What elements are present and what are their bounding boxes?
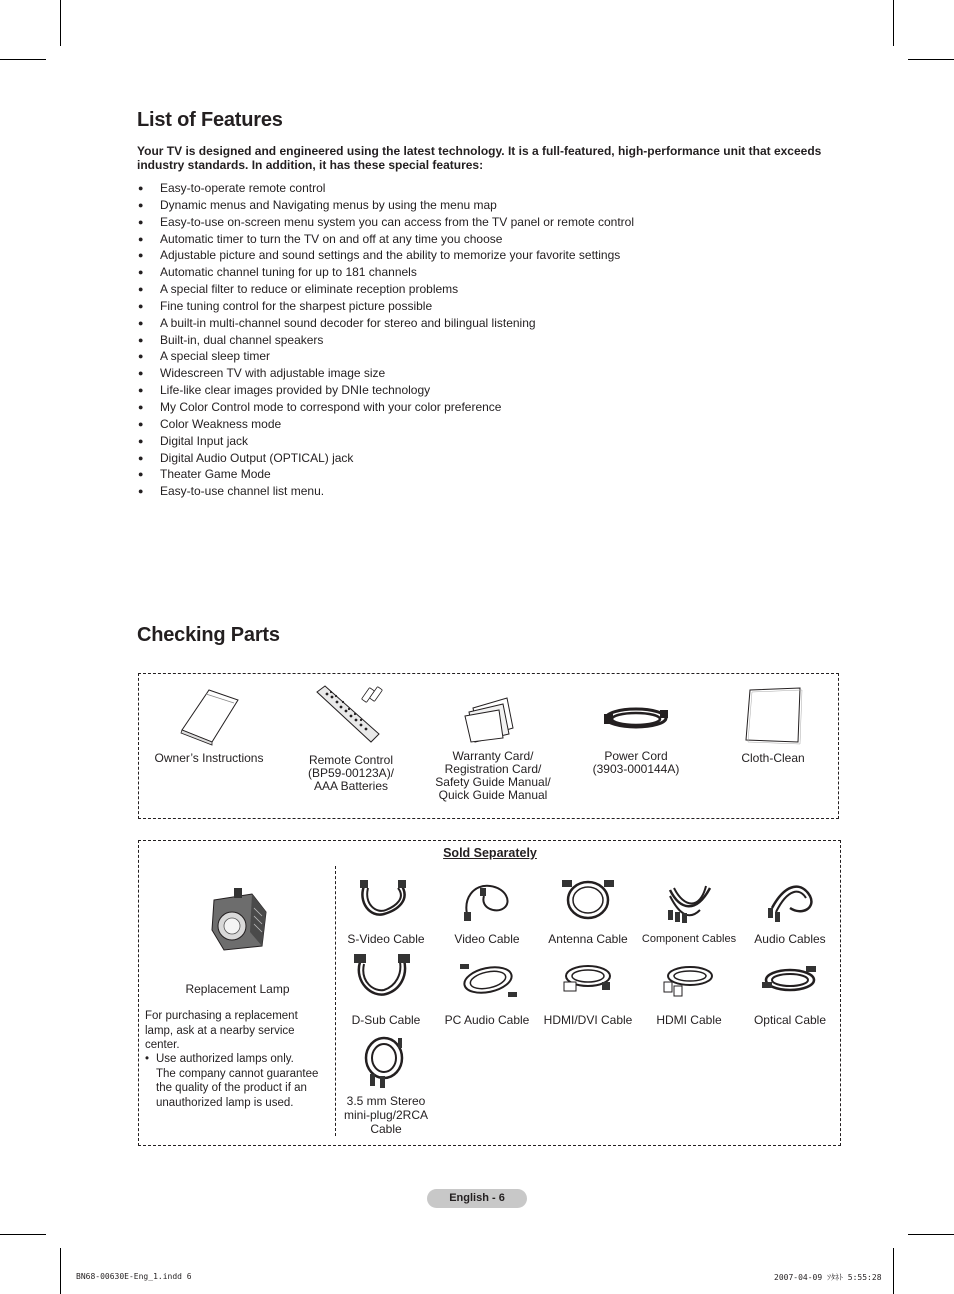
crop-mark — [0, 1234, 46, 1235]
feature-item — [137, 348, 634, 365]
feature-text: Adjustable picture and sound settings and the ability to memorize your favorite settings — [160, 248, 621, 263]
included-item — [144, 686, 274, 765]
item-label: Remote Control (BP59-00123A)/ AAA Batteries — [307, 753, 395, 793]
bullet-icon: ● — [138, 452, 144, 463]
hdmi-dvi-cable-icon — [560, 958, 616, 998]
item-label: Owner’s Instructions — [154, 751, 264, 765]
feature-text: A special filter to reduce or eliminate reception problems — [160, 282, 459, 297]
feature-item — [137, 332, 634, 349]
feature-text: Fine tuning control for the sharpest picture possible — [160, 298, 433, 313]
crop-mark — [893, 0, 894, 46]
crop-mark — [60, 1248, 61, 1294]
bullet-icon: ● — [138, 486, 144, 497]
included-item — [286, 682, 416, 793]
feature-item — [137, 281, 634, 298]
item-label: Cloth-Clean — [741, 751, 805, 765]
feature-item — [137, 315, 634, 332]
feature-item — [137, 197, 634, 214]
bullet-icon: ● — [138, 267, 144, 278]
lamp-label: Replacement Lamp — [185, 982, 290, 996]
item-label: Power Cord (3903-000144A) — [592, 749, 680, 776]
feature-item — [137, 416, 634, 433]
feature-item — [137, 247, 634, 264]
cable-label: HDMI Cable — [656, 1013, 722, 1027]
feature-item — [137, 180, 634, 197]
feature-text: Easy-to-operate remote control — [160, 181, 326, 195]
bullet-icon: ● — [138, 300, 144, 311]
feature-item — [137, 433, 634, 450]
bullet-icon: ● — [138, 385, 144, 396]
feature-item — [137, 466, 634, 483]
feature-text: Digital Input jack — [160, 433, 249, 448]
cable-label: HDMI/DVI Cable — [543, 1013, 633, 1027]
feature-item — [137, 264, 634, 281]
sold-separately-title: Sold Separately — [443, 846, 537, 860]
bullet-icon: ● — [138, 418, 144, 429]
feature-text: A special sleep timer — [160, 349, 271, 364]
feature-item — [137, 231, 634, 248]
crop-mark — [60, 0, 61, 46]
stereo-rca-cable-icon — [360, 1034, 412, 1092]
bullet-icon: ● — [138, 368, 144, 379]
cable-label: S-Video Cable — [347, 932, 425, 946]
bullet-icon: ● — [138, 250, 144, 261]
item-label: Warranty Card/ Registration Card/ Safety Guide Manual/ Quick Guide Manual — [435, 749, 551, 802]
bullet-icon: ● — [138, 351, 144, 362]
print-timestamp: 2007-04-09 ｿﾀﾈﾄ 5:55:28 — [774, 1273, 882, 1282]
cable-label: 3.5 mm Stereo mini-plug/2RCA Cable — [343, 1094, 429, 1136]
video-cable-icon — [460, 878, 516, 922]
component-cables-icon — [660, 880, 716, 924]
feature-text: Easy-to-use channel list menu. — [160, 484, 325, 499]
included-item — [428, 692, 558, 802]
bullet-icon: ● — [138, 183, 144, 193]
cards-icon — [463, 692, 523, 744]
crop-mark — [893, 1248, 894, 1294]
feature-text: Theater Game Mode — [160, 467, 271, 482]
crop-mark — [908, 59, 954, 60]
feature-text: A built-in multi-channel sound decoder for stereo and bilingual listening — [160, 315, 536, 330]
bullet-icon: ● — [138, 216, 144, 227]
included-item — [571, 696, 701, 776]
feature-text: Built-in, dual channel speakers — [160, 332, 324, 347]
manual-icon — [176, 686, 242, 746]
bullet-icon: ● — [138, 233, 144, 244]
cable-label: PC Audio Cable — [444, 1013, 530, 1027]
pc-audio-cable-icon — [458, 958, 518, 1002]
d-sub-cable-icon — [352, 952, 412, 1000]
bullet-icon: ● — [138, 199, 144, 210]
feature-item — [137, 298, 634, 315]
cable-label: Video Cable — [454, 932, 520, 946]
feature-item — [137, 214, 634, 231]
cable-label: Antenna Cable — [548, 932, 628, 946]
feature-item — [137, 382, 634, 399]
bullet-icon: ● — [138, 435, 144, 446]
bullet-icon: ● — [138, 469, 144, 480]
cloth-icon — [742, 686, 804, 746]
crop-mark — [908, 1234, 954, 1235]
feature-text: Life-like clear images provided by DNIe technology — [160, 383, 431, 398]
remote-control-icon — [313, 682, 389, 748]
feature-item — [137, 365, 634, 382]
feature-text: Digital Audio Output (OPTICAL) jack — [160, 450, 354, 465]
bullet-icon: ● — [138, 334, 144, 345]
bullet-icon: ● — [138, 284, 144, 295]
feature-text: Color Weakness mode — [160, 416, 282, 431]
features-intro: Your TV is designed and engineered using the latest technology. It is a full-featured, high-performance unit that exceeds industry standards. In addition, it has these special features: — [137, 144, 822, 172]
feature-item — [137, 483, 634, 500]
feature-text: Automatic channel tuning for up to 181 channels — [160, 265, 417, 280]
antenna-cable-icon — [560, 876, 616, 922]
hdmi-cable-icon — [660, 960, 716, 1000]
feature-item — [137, 399, 634, 416]
feature-text: My Color Control mode to correspond with your color preference — [160, 399, 502, 414]
audio-cables-icon — [762, 880, 818, 924]
cable-label: Component Cables — [641, 933, 737, 945]
crop-mark — [0, 59, 46, 60]
s-video-cable-icon — [356, 878, 412, 922]
optical-cable-icon — [760, 960, 818, 1000]
features-title: List of Features — [137, 109, 283, 131]
feature-text: Dynamic menus and Navigating menus by using the menu map — [160, 197, 497, 212]
replacement-lamp-icon — [208, 886, 272, 954]
lamp-note-warning: Use authorized lamps only. The company cannot guarantee the quality of the product if an unauthorized lamp is used. — [156, 1053, 319, 1109]
feature-item — [137, 450, 634, 467]
page-number: English - 6 — [427, 1189, 527, 1208]
feature-text: Automatic timer to turn the TV on and off at any time you choose — [160, 231, 503, 246]
cable-label: Audio Cables — [754, 932, 826, 946]
feature-text: Easy-to-use on-screen menu system you can access from the TV panel or remote control — [160, 214, 634, 229]
cable-label: D-Sub Cable — [351, 1013, 421, 1027]
lamp-note-bullet: • — [145, 1053, 150, 1065]
features-list — [137, 180, 634, 500]
file-info: BN68-00630E-Eng_1.indd 6 — [76, 1272, 192, 1281]
included-item — [708, 686, 838, 765]
power-cord-icon — [600, 696, 672, 744]
bullet-icon: ● — [138, 317, 144, 328]
cable-label: Optical Cable — [753, 1013, 827, 1027]
bullet-icon: ● — [138, 401, 144, 412]
parts-title: Checking Parts — [137, 624, 280, 646]
feature-text: Widescreen TV with adjustable image size — [160, 366, 386, 381]
lamp-note: For purchasing a replacement lamp, ask at a nearby service center. — [145, 1010, 298, 1051]
